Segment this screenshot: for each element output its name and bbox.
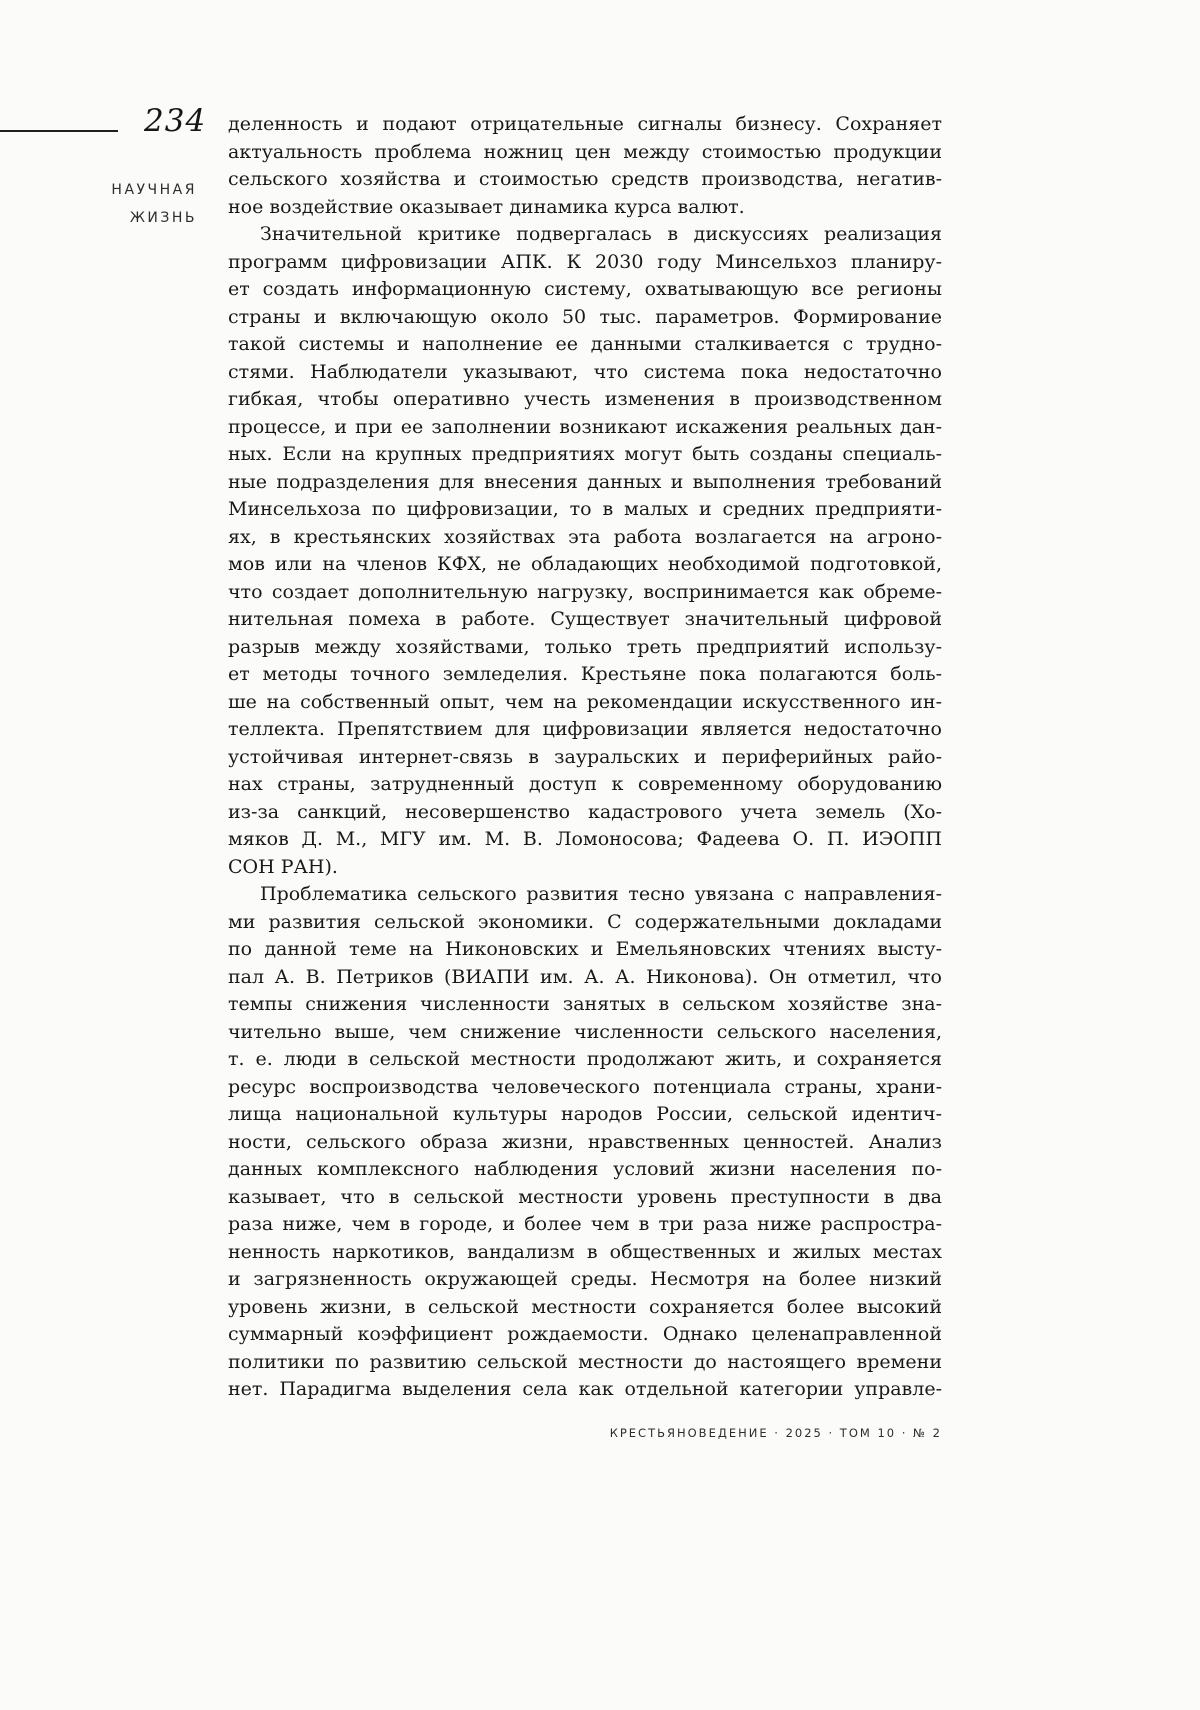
text-line: мов или на членов КФХ, не обладающих необходимой подготовкой,: [228, 553, 942, 575]
section-label-line2: ЖИЗНЬ: [129, 210, 197, 226]
text-line: данных комплексного наблюдения условий жизни населения по-: [228, 1158, 942, 1180]
text-line: ше на собственный опыт, чем на рекомендации искусственного ин-: [228, 690, 942, 713]
text-line: лища национальной культуры народов России, сельской идентич-: [228, 1103, 942, 1125]
text-line: стями. Наблюдатели указывают, что система пока недостаточно: [228, 360, 942, 383]
text-line: ненность наркотиков, вандализм в общественных и жилых местах: [228, 1240, 942, 1263]
text-line: ных. Если на крупных предприятиях могут быть созданы специаль-: [228, 443, 942, 465]
text-line: ет создать информационную систему, охватывающую все регионы: [228, 278, 942, 300]
text-line: ях, в крестьянских хозяйствах эта работа возлагается на агроно-: [228, 525, 942, 548]
text-line: чительно выше, чем снижение численности сельского населения,: [228, 1020, 942, 1043]
text-line: политики по развитию сельской местности до настоящего времени: [228, 1350, 942, 1373]
text-line: уровень жизни, в сельской местности сохраняется более высокий: [228, 1295, 942, 1318]
text-line: что создает дополнительную нагрузку, воспринимается как обреме-: [228, 580, 942, 603]
text-line: нет. Парадигма выделения села как отдельной категории управле-: [228, 1378, 942, 1400]
text-line: сельского хозяйства и стоимостью средств производства, негатив-: [228, 168, 942, 190]
text-line: и загрязненность окружающей среды. Несмотря на более низкий: [228, 1268, 942, 1290]
text-line: деленность и подают отрицательные сигналы бизнесу. Сохраняет: [228, 113, 942, 135]
journal-footer: КРЕСТЬЯНОВЕДЕНИЕ · 2025 · ТОМ 10 · № 2: [609, 1426, 942, 1440]
text-line: Значительной критике подвергалась в дискуссиях реализация: [260, 223, 942, 245]
text-line: суммарный коэффициент рождаемости. Однако целенаправленной: [228, 1323, 942, 1345]
text-line: по данной теме на Никоновских и Емельяновских чтениях высту-: [228, 938, 942, 960]
text-line: актуальность проблема ножниц цен между стоимостью продукции: [228, 140, 942, 163]
text-line: ми развития сельской экономики. С содержательными докладами: [228, 910, 942, 933]
text-line: СОН РАН).: [228, 855, 338, 878]
text-line: ное воздействие оказывает динамика курса валют.: [228, 195, 745, 218]
text-line: раза ниже, чем в городе, и более чем в три раза ниже распростра-: [228, 1213, 942, 1235]
section-label: [0, 176, 197, 232]
text-line: ет методы точного земледелия. Крестьяне пока полагаются боль-: [228, 663, 942, 685]
text-line: такой системы и наполнение ее данными сталкивается с трудно-: [228, 333, 942, 355]
text-line: теллекта. Препятствием для цифровизации является недостаточно: [228, 718, 942, 740]
margin-rule: [0, 130, 118, 132]
text-line: т. е. люди в сельской местности продолжают жить, и сохраняется: [228, 1048, 942, 1070]
text-line: Проблематика сельского развития тесно увязана с направления-: [260, 883, 942, 905]
text-line: устойчивая интернет-связь в зауральских и периферийных райо-: [228, 745, 942, 768]
text-line: нах страны, затрудненный доступ к современному оборудованию: [228, 773, 942, 795]
page-number: 234: [144, 103, 207, 139]
text-line: гибкая, чтобы оперативно учесть изменения в производственном: [228, 388, 942, 410]
text-line: ности, сельского образа жизни, нравственных ценностей. Анализ: [228, 1130, 942, 1153]
text-line: нительная помеха в работе. Существует значительный цифровой: [228, 608, 942, 630]
text-line: страны и включающую около 50 тыс. параметров. Формирование: [228, 305, 942, 328]
text-line: процессе, и при ее заполнении возникают искажения реальных дан-: [228, 415, 942, 438]
text-line: Минсельхоза по цифровизации, то в малых и средних предприяти-: [228, 498, 942, 520]
text-line: пал А. В. Петриков (ВИАПИ им. А. А. Никонова). Он отметил, что: [228, 965, 942, 988]
text-line: ные подразделения для внесения данных и выполнения требований: [228, 470, 942, 493]
text-line: из-за санкций, несовершенство кадастрового учета земель (Хо-: [228, 800, 942, 823]
text-line: мяков Д. М., МГУ им. М. В. Ломоносова; Фадеева О. П. ИЭОПП: [228, 828, 942, 850]
section-label-line1: НАУЧНАЯ: [111, 182, 197, 198]
text-line: казывает, что в сельской местности уровень преступности в два: [228, 1185, 942, 1208]
article-body: [228, 111, 942, 1404]
text-line: программ цифровизации АПК. К 2030 году Минсельхоз планиру-: [228, 250, 942, 273]
text-line: темпы снижения численности занятых в сельском хозяйстве зна-: [228, 993, 942, 1015]
text-line: ресурс воспроизводства человеческого потенциала страны, храни-: [228, 1075, 942, 1098]
text-line: разрыв между хозяйствами, только треть предприятий использу-: [228, 635, 942, 658]
